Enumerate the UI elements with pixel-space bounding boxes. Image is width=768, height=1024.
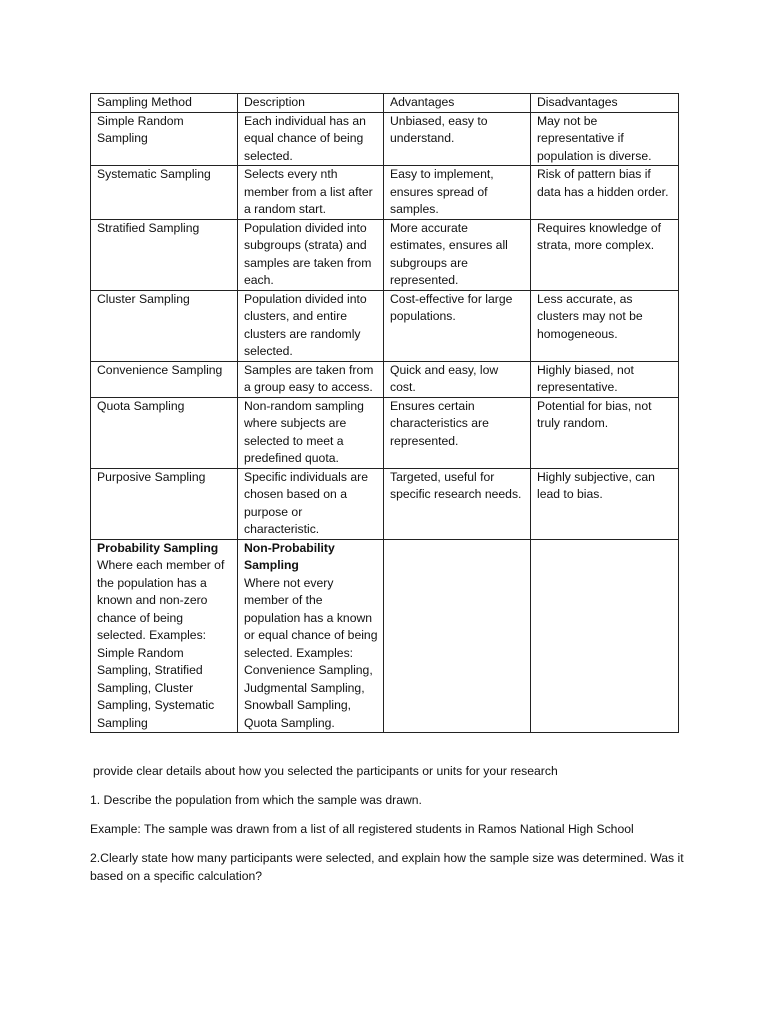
cell-description: Population divided into clusters, and entire clusters are randomly selected. (238, 290, 384, 361)
table-row (91, 468, 679, 539)
probability-sampling-title: Probability Sampling (97, 540, 219, 555)
cell-disadvantages: Highly biased, not representative. (531, 361, 679, 397)
non-probability-sampling-title: Non-Probability Sampling (244, 540, 335, 572)
cell-advantages: Targeted, useful for specific research needs. (384, 468, 531, 539)
empty-cell (531, 539, 679, 733)
cell-advantages: Unbiased, easy to understand. (384, 112, 531, 166)
empty-cell (384, 539, 531, 733)
probability-sampling-text: Where each member of the population has a known and non-zero chance of being selected. Examples: Simple Random Sampling, Stratified Sampling, Cluster Sampling, Systematic Sampling (97, 558, 225, 730)
cell-disadvantages: Less accurate, as clusters may not be homogeneous. (531, 290, 679, 361)
table-row (91, 361, 679, 397)
table-row (91, 397, 679, 468)
header-description: Description (238, 94, 384, 113)
cell-advantages: Quick and easy, low cost. (384, 361, 531, 397)
example-text: Example: The sample was drawn from a list of all registered students in Ramos National High School (90, 822, 634, 836)
cell-method: Purposive Sampling (91, 468, 238, 539)
cell-description: Population divided into subgroups (strata) and samples are taken from each. (238, 219, 384, 290)
cell-method: Convenience Sampling (91, 361, 238, 397)
cell-disadvantages: Requires knowledge of strata, more complex. (531, 219, 679, 290)
cell-method: Cluster Sampling (91, 290, 238, 361)
cell-method: Stratified Sampling (91, 219, 238, 290)
cell-disadvantages: May not be representative if population is diverse. (531, 112, 679, 166)
cell-disadvantages: Highly subjective, can lead to bias. (531, 468, 679, 539)
question-1: 1. Describe the population from which the sample was drawn. (90, 793, 422, 807)
cell-description: Each individual has an equal chance of being selected. (238, 112, 384, 166)
cell-disadvantages: Potential for bias, not truly random. (531, 397, 679, 468)
table-row (91, 290, 679, 361)
header-advantages: Advantages (384, 94, 531, 113)
non-probability-sampling-text: Where not every member of the population has a known or equal chance of being selected. Examples: Convenience Sampling, Judgmental Sampling, Snowball Sampling, Quota Sampling. (244, 575, 378, 730)
probability-sampling-cell (91, 539, 238, 733)
header-disadvantages: Disadvantages (531, 94, 679, 113)
cell-method: Simple Random Sampling (91, 112, 238, 166)
non-probability-sampling-cell (238, 539, 384, 733)
summary-row (91, 539, 679, 733)
cell-description: Specific individuals are chosen based on a purpose or characteristic. (238, 468, 384, 539)
cell-description: Samples are taken from a group easy to access. (238, 361, 384, 397)
cell-method: Systematic Sampling (91, 166, 238, 220)
cell-description: Non-random sampling where subjects are selected to meet a predefined quota. (238, 397, 384, 468)
table-header-row (91, 94, 679, 113)
cell-advantages: Ensures certain characteristics are represented. (384, 397, 531, 468)
table-row (91, 166, 679, 220)
cell-method: Quota Sampling (91, 397, 238, 468)
table-row (91, 112, 679, 166)
cell-advantages: Easy to implement, ensures spread of samples. (384, 166, 531, 220)
table-row (91, 219, 679, 290)
cell-disadvantages: Risk of pattern bias if data has a hidden order. (531, 166, 679, 220)
cell-advantages: Cost-effective for large populations. (384, 290, 531, 361)
instruction-text: provide clear details about how you selected the participants or units for your research (93, 764, 558, 778)
cell-advantages: More accurate estimates, ensures all subgroups are represented. (384, 219, 531, 290)
question-2: 2.Clearly state how many participants were selected, and explain how the sample size was determined. Was it based on a specific calculation? (90, 851, 684, 883)
sampling-methods-table (90, 93, 679, 733)
cell-description: Selects every nth member from a list after a random start. (238, 166, 384, 220)
header-sampling-method: Sampling Method (91, 94, 238, 113)
